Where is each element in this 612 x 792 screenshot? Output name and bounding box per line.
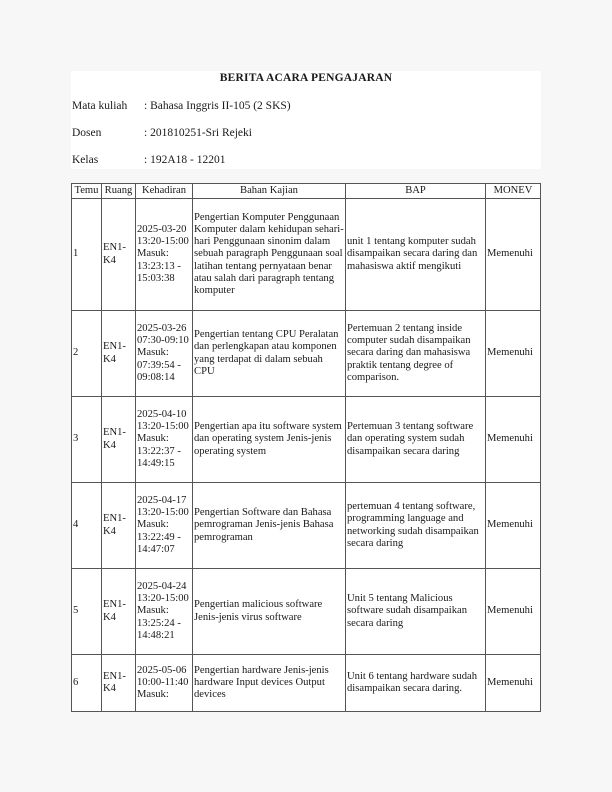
cell-bap: Unit 6 tentang hardware sudah disampaikan secara daring. — [346, 655, 486, 712]
cell-ruang: EN1-K4 — [102, 569, 136, 655]
document-title: BERITA ACARA PENGAJARAN — [219, 72, 393, 84]
lecturer-label: Dosen — [72, 127, 102, 139]
cell-ruang: EN1-K4 — [102, 397, 136, 483]
header-temu: Temu — [72, 184, 102, 199]
cell-monev: Memenuhi — [486, 397, 541, 483]
cell-ruang: EN1-K4 — [102, 199, 136, 311]
cell-bahan-kajian: Pengertian apa itu software system dan operating system Jenis-jenis operating system — [193, 397, 346, 483]
cell-ruang: EN1-K4 — [102, 655, 136, 712]
class-label: Kelas — [72, 154, 99, 166]
table-header-row — [72, 184, 541, 199]
cell-temu: 3 — [72, 397, 102, 483]
cell-kehadiran: 2025-05-06 10:00-11:40 Masuk: — [136, 655, 193, 712]
course-row — [72, 100, 291, 112]
table-row — [72, 311, 541, 397]
table-row — [72, 199, 541, 311]
cell-kehadiran: 2025-03-20 13:20-15:00 Masuk: 13:23:13 - 15:03:38 — [136, 199, 193, 311]
cell-kehadiran: 2025-04-17 13:20-15:00 Masuk: 13:22:49 - 14:47:07 — [136, 483, 193, 569]
header-kehadiran: Kehadiran — [136, 184, 193, 199]
cell-bap: unit 1 tentang komputer sudah disampaikan secara daring dan mahasiswa aktif mengikuti — [346, 199, 486, 311]
cell-temu: 1 — [72, 199, 102, 311]
table-row — [72, 655, 541, 712]
cell-temu: 4 — [72, 483, 102, 569]
document-header — [71, 71, 541, 169]
cell-temu: 5 — [72, 569, 102, 655]
cell-monev: Memenuhi — [486, 483, 541, 569]
table-row — [72, 569, 541, 655]
cell-bap: pertemuan 4 tentang software, programming language and networking sudah disampaikan secara daring — [346, 483, 486, 569]
header-bap: BAP — [346, 184, 486, 199]
table-row — [72, 397, 541, 483]
table-row — [72, 483, 541, 569]
cell-ruang: EN1-K4 — [102, 483, 136, 569]
header-ruang: Ruang — [102, 184, 136, 199]
cell-ruang: EN1-K4 — [102, 311, 136, 397]
lecturer-row — [72, 127, 252, 139]
header-monev: MONEV — [486, 184, 541, 199]
teaching-log-table — [71, 183, 541, 712]
cell-bap: Unit 5 tentang Malicious software sudah disampaikan secara daring — [346, 569, 486, 655]
header-bahan-kajian: Bahan Kajian — [193, 184, 346, 199]
cell-temu: 6 — [72, 655, 102, 712]
lecturer-value: : 201810251-Sri Rejeki — [144, 127, 252, 139]
cell-bahan-kajian: Pengertian Komputer Penggunaan Komputer dalam kehidupan sehari-hari Penggunaan sinonim dalam sebuah paragraph Penggunaan soal latihan tentang pernyataan benar atau salah dari paragraph tentang komputer — [193, 199, 346, 311]
course-value: : Bahasa Inggris II-105 (2 SKS) — [144, 100, 291, 112]
cell-bap: Pertemuan 3 tentang software dan operating system sudah disampaikan secara daring — [346, 397, 486, 483]
cell-bahan-kajian: Pengertian hardware Jenis-jenis hardware Input devices Output devices — [193, 655, 346, 712]
cell-monev: Memenuhi — [486, 655, 541, 712]
cell-bap: Pertemuan 2 tentang inside computer sudah disampaikan secara daring dan mahasiswa praktik tentang degree of comparison. — [346, 311, 486, 397]
cell-bahan-kajian: Pengertian Software dan Bahasa pemrograman Jenis-jenis Bahasa pemrograman — [193, 483, 346, 569]
cell-monev: Memenuhi — [486, 569, 541, 655]
cell-kehadiran: 2025-04-24 13:20-15:00 Masuk: 13:25:24 - 14:48:21 — [136, 569, 193, 655]
cell-temu: 2 — [72, 311, 102, 397]
cell-bahan-kajian: Pengertian malicious software Jenis-jenis virus software — [193, 569, 346, 655]
cell-kehadiran: 2025-03-26 07:30-09:10 Masuk: 07:39:54 - 09:08:14 — [136, 311, 193, 397]
cell-bahan-kajian: Pengertian tentang CPU Peralatan dan perlengkapan atau komponen yang terdapat di dalam sebuah CPU — [193, 311, 346, 397]
cell-kehadiran: 2025-04-10 13:20-15:00 Masuk: 13:22:37 - 14:49:15 — [136, 397, 193, 483]
cell-monev: Memenuhi — [486, 199, 541, 311]
class-value: : 192A18 - 12201 — [144, 154, 226, 166]
class-row — [72, 154, 225, 166]
course-label: Mata kuliah — [72, 100, 128, 112]
cell-monev: Memenuhi — [486, 311, 541, 397]
